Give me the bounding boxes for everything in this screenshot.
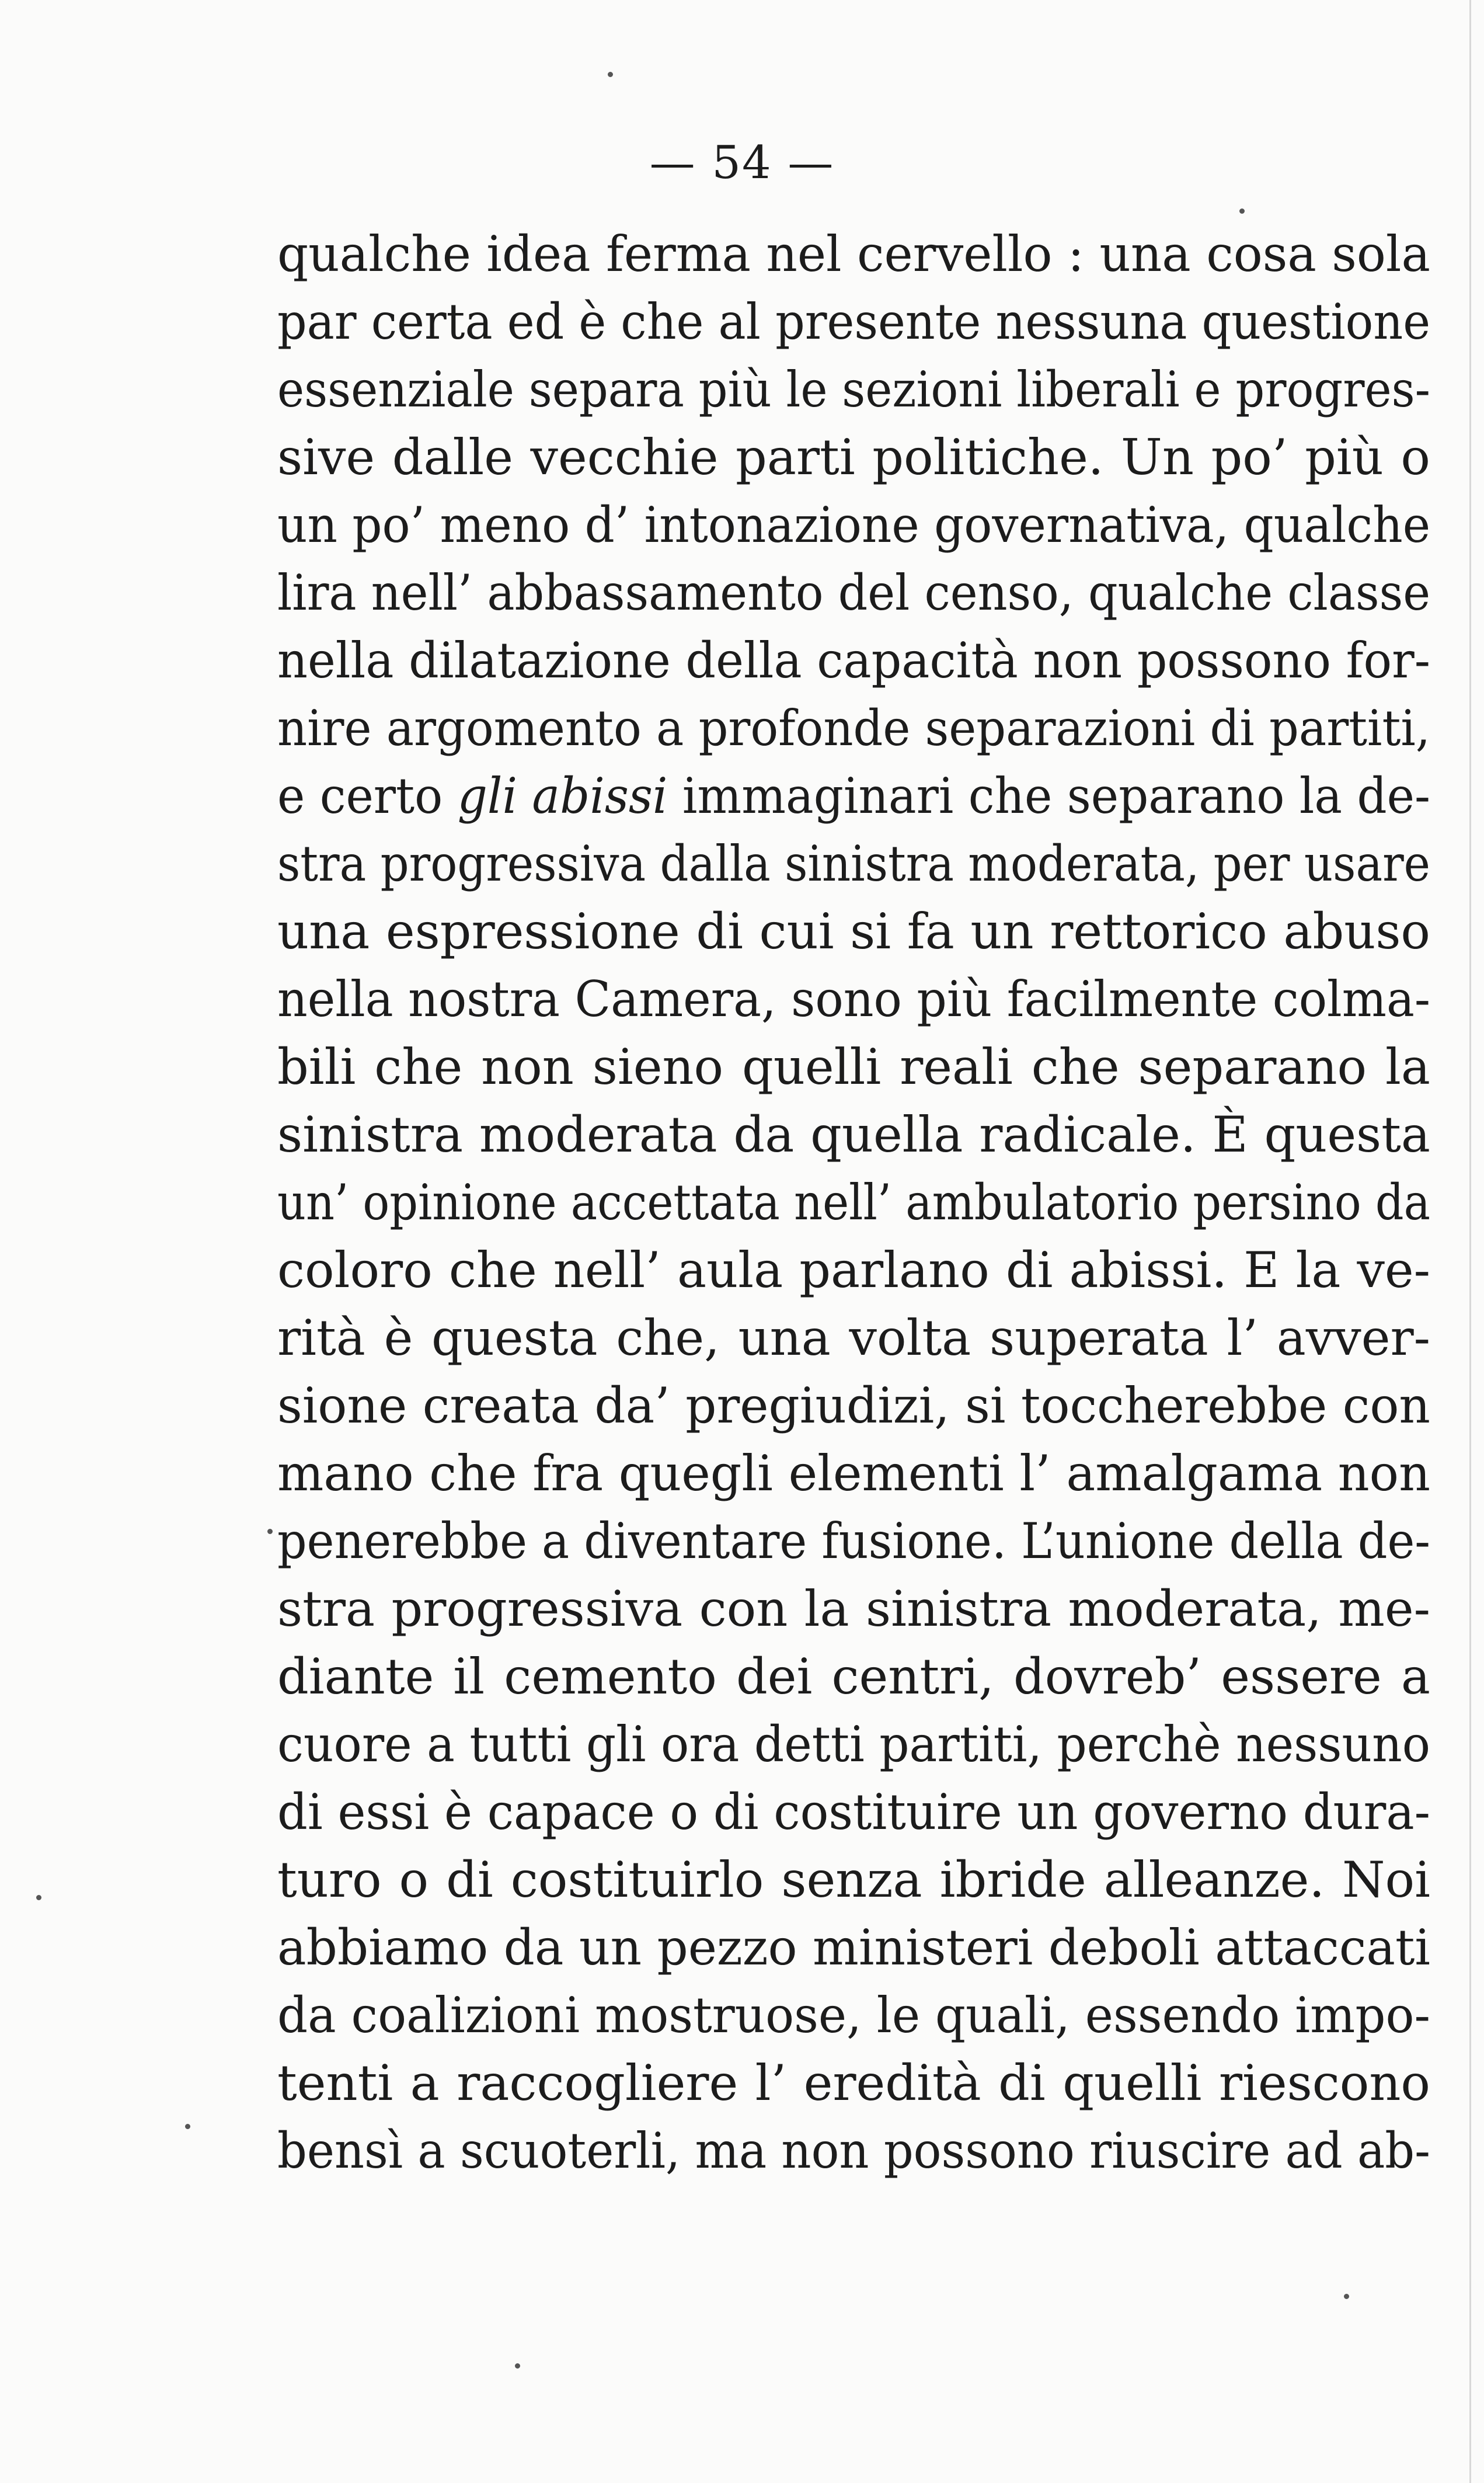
text-segment: e certo: [277, 767, 458, 825]
text-line: qualche idea ferma nel cervello : una cosa sola: [277, 225, 1430, 283]
text-line: bensì a scuoterli, ma non possono riuscire ad ab-: [277, 2122, 1430, 2179]
print-speck: [608, 72, 613, 77]
text-line: tenti a raccogliere l’ eredità di quelli riescono: [277, 2054, 1430, 2112]
text-segment: immaginari che separano la de-: [667, 767, 1430, 825]
body-text: [277, 220, 1430, 2185]
text-line: stra progressiva con la sinistra moderata, me-: [277, 1580, 1430, 1637]
print-speck: [1344, 2294, 1349, 2299]
text-line: rità è questa che, una volta superata l’ avver-: [277, 1309, 1430, 1366]
text-line: nire argomento a profonde separazioni di partiti,: [277, 700, 1430, 757]
print-speck: [515, 2363, 520, 2369]
text-line: [277, 762, 1430, 830]
page-edge: [1469, 0, 1471, 2483]
text-line: un’ opinione accettata nell’ ambulatorio persino da: [277, 1174, 1430, 1231]
page-number: — 54 —: [649, 137, 835, 189]
print-speck: [1239, 208, 1245, 214]
text-line: penerebbe a diventare fusione. L’unione della de-: [277, 1512, 1430, 1570]
text-line: sinistra moderata da quella radicale. È questa: [277, 1106, 1430, 1163]
text-line: sione creata da’ pregiudizi, si toccherebbe con: [277, 1377, 1430, 1434]
text-line: da coalizioni mostruose, le quali, essendo impo-: [277, 1987, 1430, 2044]
print-speck: [267, 1529, 273, 1534]
text-line: coloro che nell’ aula parlano di abissi. E la ve-: [277, 1242, 1430, 1299]
text-line: cuore a tutti gli ora detti partiti, perchè nessuno: [277, 1716, 1430, 1773]
text-line: lira nell’ abbassamento del censo, qualche classe: [277, 564, 1430, 621]
text-line: diante il cemento dei centri, dovreb’ essere a: [277, 1648, 1430, 1705]
print-speck: [185, 2124, 190, 2129]
print-speck: [36, 1895, 41, 1900]
text-line: mano che fra quegli elementi l’ amalgama non: [277, 1445, 1430, 1502]
text-line: par certa ed è che al presente nessuna questione: [277, 293, 1430, 350]
text-line: turo o di costituirlo senza ibride alleanze. Noi: [277, 1851, 1430, 1908]
text-line: un po’ meno d’ intonazione governativa, qualche: [277, 496, 1430, 554]
text-line: nella nostra Camera, sono più facilmente colma-: [277, 971, 1430, 1028]
text-line: stra progressiva dalla sinistra moderata, per usare: [277, 835, 1430, 892]
text-line: nella dilatazione della capacità non possono for-: [277, 632, 1430, 689]
text-line: sive dalle vecchie parti politiche. Un po’ più o: [277, 429, 1430, 486]
italic-phrase: gli abissi: [457, 767, 668, 825]
text-line: di essi è capace o di costituire un governo dura-: [277, 1783, 1430, 1841]
text-line: bili che non sieno quelli reali che separano la: [277, 1038, 1430, 1096]
text-line: abbiamo da un pezzo ministeri deboli attaccati: [277, 1919, 1430, 1976]
text-line: una espressione di cui si fa un rettorico abuso: [277, 903, 1430, 960]
text-line: essenziale separa più le sezioni liberali e progres-: [277, 361, 1430, 418]
